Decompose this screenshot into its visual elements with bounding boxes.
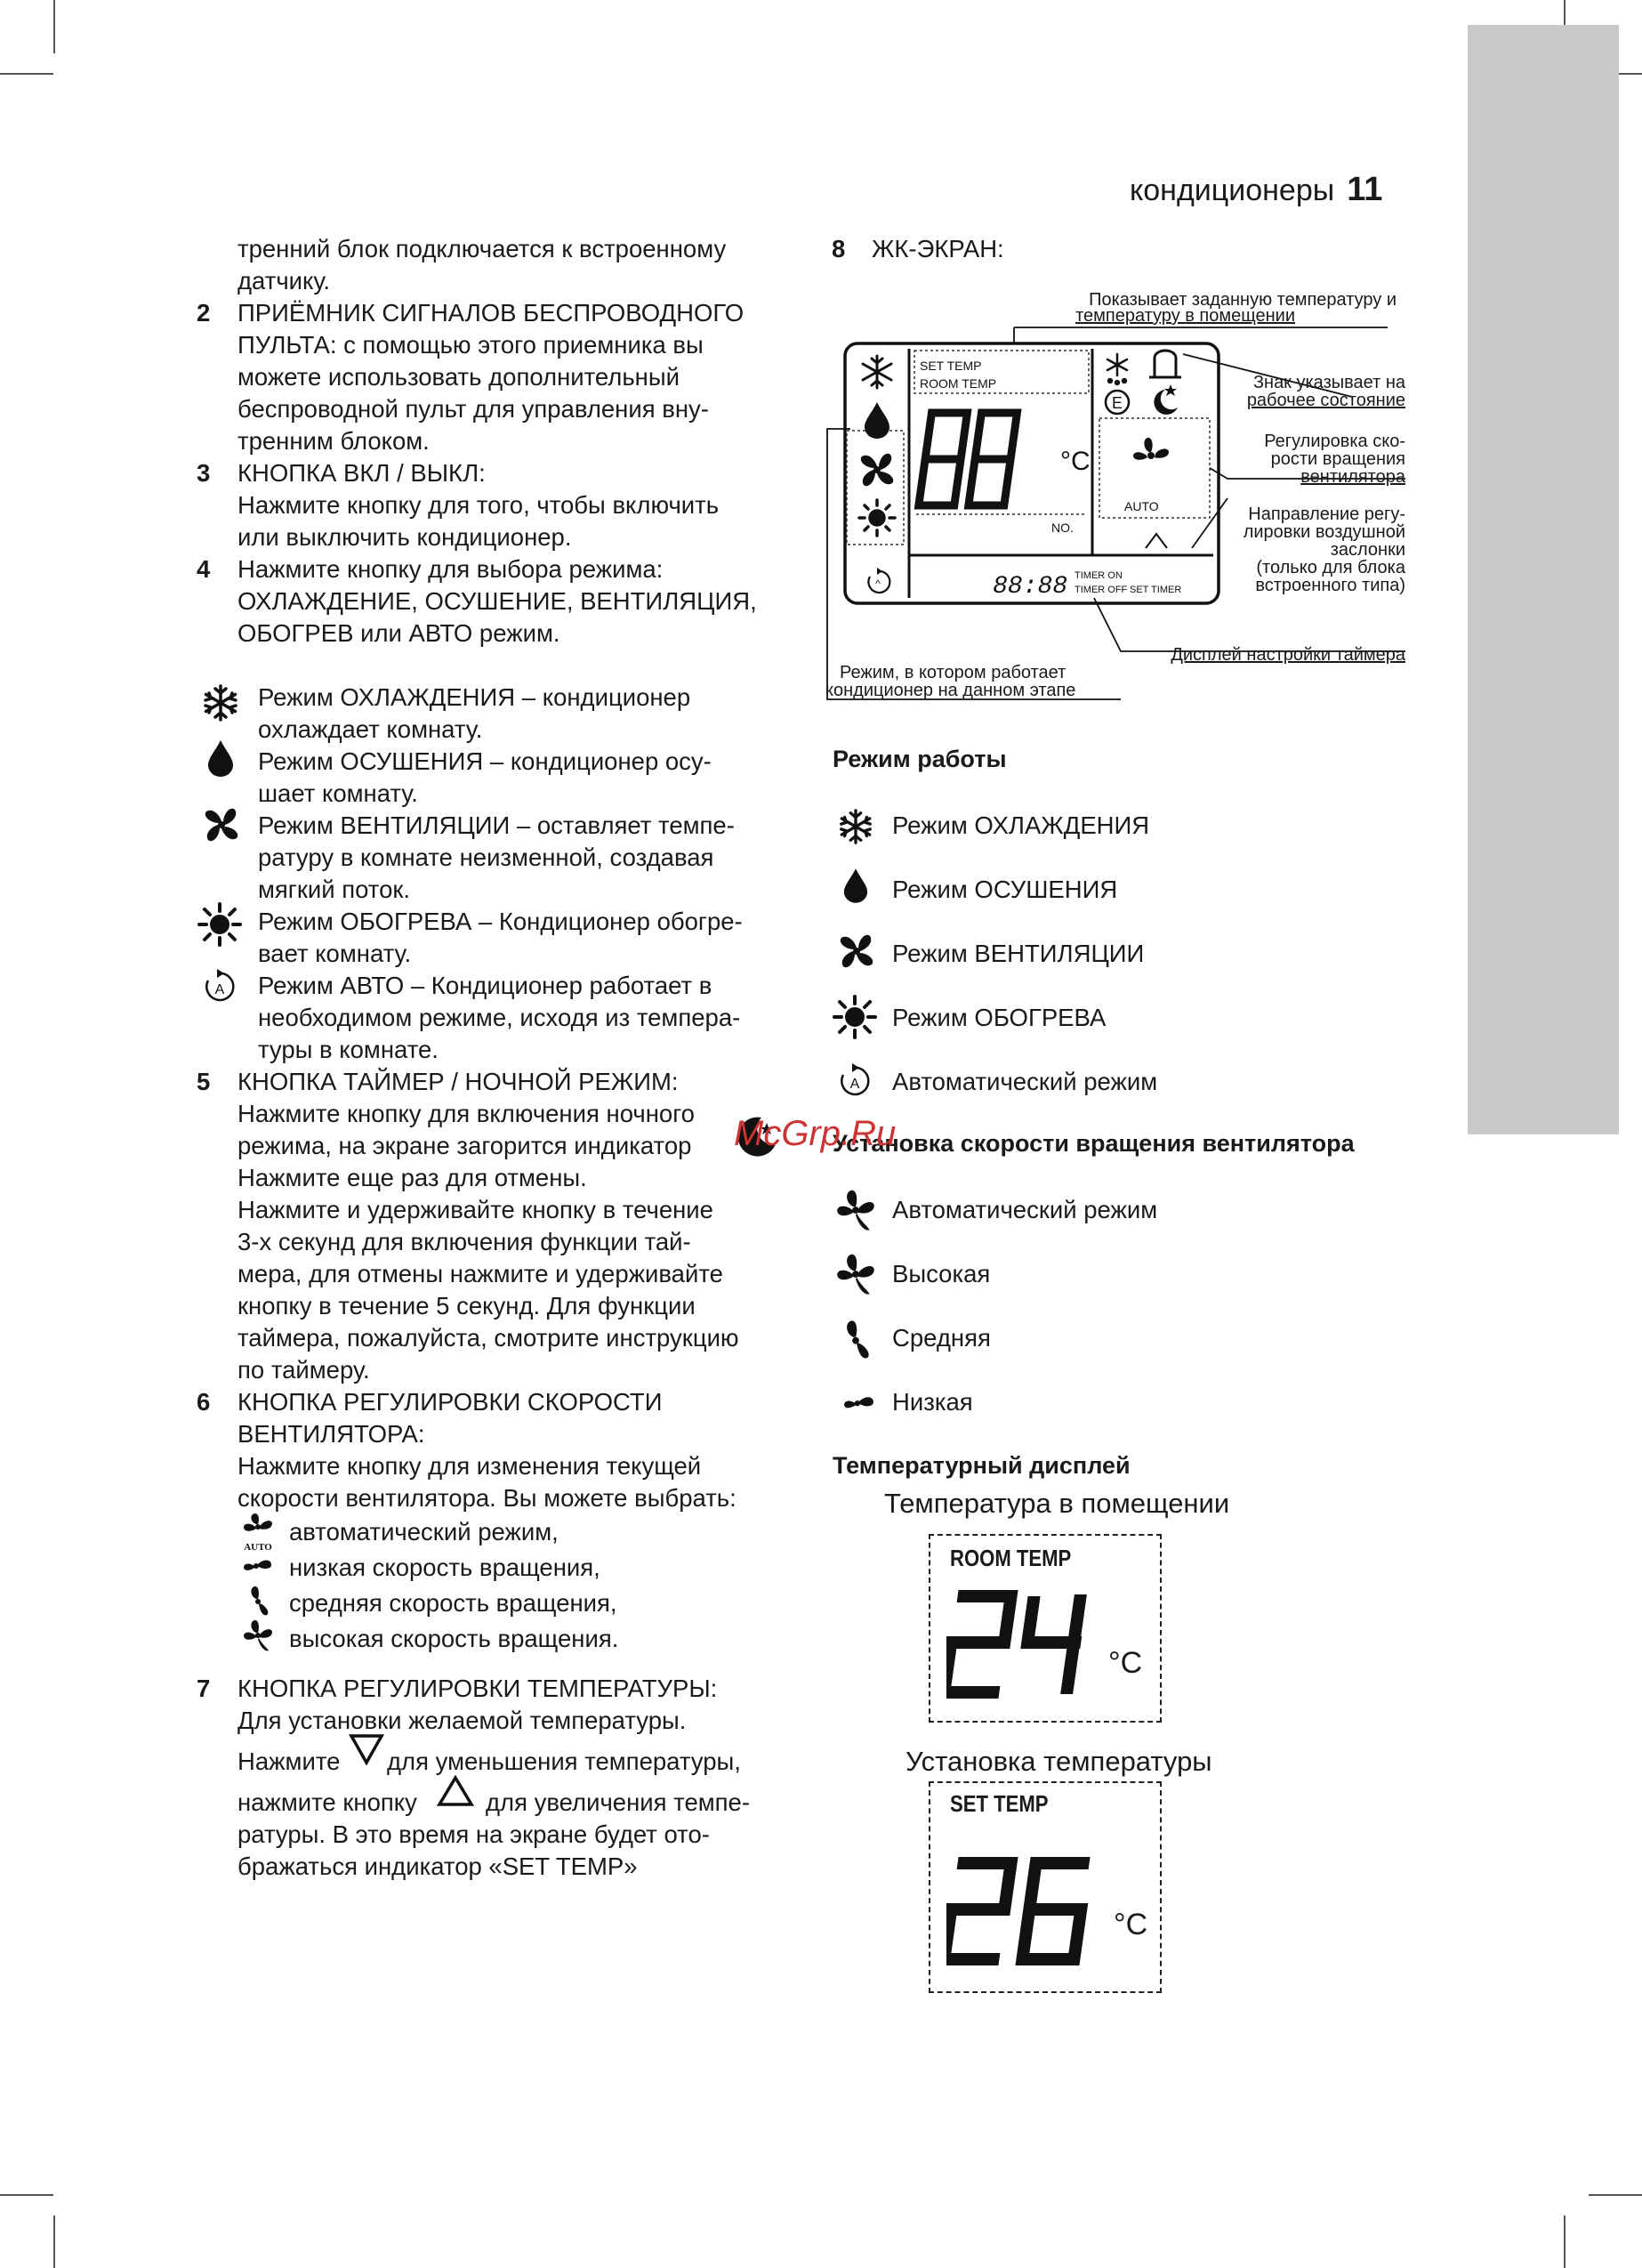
fan-speed-item: Автоматический режим xyxy=(892,1196,1158,1223)
lcd-timer-off: TIMER OFF xyxy=(1075,585,1128,595)
page-header xyxy=(1130,171,1382,209)
bullet-line: режима, на экране загорится индикатор xyxy=(237,1132,692,1159)
item7-line: Для установки желаемой температуры. xyxy=(237,1707,687,1734)
set-temp-display xyxy=(929,1781,1162,1993)
mode-desc: Режим ОБОГРЕВА – Кондиционер обогре- xyxy=(258,908,743,935)
item2-line: можете использовать дополнительный xyxy=(237,363,680,391)
section-title: Режим работы xyxy=(833,746,1007,772)
item-number: 5 xyxy=(197,1068,211,1095)
fan-icon xyxy=(836,931,877,972)
down-triangle-icon xyxy=(349,1733,384,1765)
item7-line: бражаться индикатор «SET TEMP» xyxy=(237,1852,638,1880)
drop-icon xyxy=(206,739,235,778)
room-temp-digits xyxy=(946,1587,1107,1703)
mode-desc: охлаждает комнату. xyxy=(258,715,483,743)
lcd-label-mode: кондиционер на данном этапе xyxy=(825,681,1076,700)
speed-option: средняя скорость вращения, xyxy=(289,1589,617,1617)
fan-medium-icon xyxy=(240,1582,276,1618)
item7-line: КНОПКА РЕГУЛИРОВКИ ТЕМПЕРАТУРЫ: xyxy=(237,1675,718,1702)
item7-press: Нажмите xyxy=(237,1747,341,1775)
item-number: 4 xyxy=(197,555,211,583)
fan-speed-item: Низкая xyxy=(892,1388,973,1416)
mode-desc: мягкий поток. xyxy=(258,876,411,903)
item6-line: скорости вентилятора. Вы можете выбрать: xyxy=(237,1484,736,1512)
set-temp-unit: °C xyxy=(1114,1908,1148,1941)
bullet-line: кнопку в течение 5 секунд. Для функции xyxy=(237,1292,696,1320)
svg-text:A: A xyxy=(849,1077,860,1092)
drop-icon xyxy=(842,867,869,904)
item3-line: Нажмите кнопку для того, чтобы включить xyxy=(237,491,720,519)
lcd-label-fan: вентилятора xyxy=(1300,467,1405,487)
crop-mark xyxy=(0,2194,53,2196)
mode-desc: Режим АВТО – Кондиционер работает в xyxy=(258,972,712,999)
item4-line: ОХЛАЖДЕНИЕ, ОСУШЕНИЕ, ВЕНТИЛЯЦИЯ, xyxy=(237,587,757,615)
lcd-eco: E xyxy=(1111,394,1123,412)
item7-press: нажмите кнопку xyxy=(237,1788,417,1816)
item4-line: Нажмите кнопку для выбора режима: xyxy=(237,555,664,583)
item6-line: Нажмите кнопку для изменения текущей xyxy=(237,1452,702,1480)
bullet-line: мера, для отмены нажмите и удерживайте xyxy=(237,1260,723,1287)
lcd-timer-digits: 88:88 xyxy=(993,573,1068,601)
lcd-label-louver: лировки воздушной xyxy=(1243,522,1405,542)
work-mode-item: Режим ОБОГРЕВА xyxy=(892,1004,1107,1031)
bullet-line: Нажмите и удерживайте кнопку в течение xyxy=(237,1196,713,1223)
item7-press: для увеличения темпе- xyxy=(486,1788,750,1816)
fan-auto-icon xyxy=(833,1187,879,1233)
crop-mark xyxy=(1589,2194,1642,2196)
fan-low-icon xyxy=(242,1548,274,1578)
intro-line: датчику. xyxy=(237,267,330,295)
intro-line: тренний блок подключается к встроенному xyxy=(237,235,727,262)
auto-mode-icon xyxy=(836,1062,873,1100)
fan-speed-item: Высокая xyxy=(892,1260,991,1287)
room-temp-label: ROOM TEMP xyxy=(950,1545,1072,1571)
mode-desc: шает комнату. xyxy=(258,779,418,807)
item5-title: КНОПКА ТАЙМЕР / НОЧНОЙ РЕЖИМ: xyxy=(237,1068,679,1095)
work-mode-item: Режим ОСУШЕНИЯ xyxy=(892,876,1118,903)
up-triangle-icon xyxy=(436,1774,475,1808)
lcd-label-fan: рости вращения xyxy=(1270,449,1405,469)
item6-line: ВЕНТИЛЯТОРА: xyxy=(237,1420,425,1448)
mode-desc: Режим ВЕНТИЛЯЦИИ – оставляет темпе- xyxy=(258,811,735,839)
lcd-set-timer: SET TIMER xyxy=(1130,585,1182,595)
lcd-label-fan: Регулировка ско- xyxy=(1264,432,1405,451)
set-temp-caption: Установка температуры xyxy=(906,1746,1212,1777)
item8-title: ЖК-ЭКРАН: xyxy=(872,235,1004,262)
fan-medium-icon xyxy=(833,1315,879,1361)
bullet-line: Нажмите кнопку для включения ночного xyxy=(237,1100,695,1127)
item2-line: тренним блоком. xyxy=(237,427,430,455)
crop-mark xyxy=(1564,2216,1566,2268)
speed-option: автоматический режим, xyxy=(289,1518,559,1546)
bullet-line: 3-х секунд для включения функции тай- xyxy=(237,1228,691,1255)
item-number: 3 xyxy=(197,459,211,487)
set-temp-digits xyxy=(946,1854,1107,1970)
fan-low-icon xyxy=(841,1384,877,1416)
item7-press: для уменьшения температуры, xyxy=(387,1747,741,1775)
mode-desc: туры в комнате. xyxy=(258,1036,439,1063)
lcd-no: NO. xyxy=(1051,521,1074,535)
work-mode-item: Автоматический режим xyxy=(892,1068,1158,1095)
item3-line: или выключить кондиционер. xyxy=(237,523,572,551)
room-temp-display xyxy=(929,1534,1162,1723)
svg-text:^: ^ xyxy=(875,577,881,590)
item2-line: ПРИЁМНИК СИГНАЛОВ БЕСПРОВОДНОГО xyxy=(237,299,745,327)
item2-line: беспроводной пульт для управления вну- xyxy=(237,395,709,423)
snowflake-icon xyxy=(201,683,240,722)
item-number: 7 xyxy=(197,1675,211,1702)
lcd-label-status: Знак указывает на xyxy=(1252,373,1405,392)
auto-mode-icon xyxy=(201,968,238,1005)
mode-desc: необходимом режиме, исходя из темпера- xyxy=(258,1004,741,1031)
header-title: кондиционеры xyxy=(1130,174,1335,207)
item2-line: ПУЛЬТА: с помощью этого приемника вы xyxy=(237,331,704,359)
mode-desc: вает комнату. xyxy=(258,940,412,967)
fan-high-icon xyxy=(240,1618,276,1653)
room-temp-caption: Температура в помещении xyxy=(884,1488,1230,1519)
svg-text:AUTO: AUTO xyxy=(244,1542,272,1552)
watermark: McGrp.Ru xyxy=(734,1114,897,1153)
fan-auto-icon xyxy=(240,1511,276,1552)
lcd-unit: °C xyxy=(1060,447,1091,476)
snowflake-icon xyxy=(837,808,874,845)
lcd-label-timer: Дисплей настройки таймера xyxy=(1171,645,1405,665)
fan-high-icon xyxy=(833,1251,879,1297)
sun-icon xyxy=(197,902,242,947)
lcd-label-louver: встроенного типа) xyxy=(1255,576,1405,595)
fan-icon xyxy=(201,804,242,845)
lcd-label-louver: заслонки xyxy=(1330,540,1405,560)
work-mode-item: Режим ВЕНТИЛЯЦИИ xyxy=(892,940,1145,967)
crop-mark xyxy=(53,2216,55,2268)
item-number: 2 xyxy=(197,299,211,327)
work-mode-item: Режим ОХЛАЖДЕНИЯ xyxy=(892,811,1150,839)
room-temp-unit: °C xyxy=(1108,1646,1143,1680)
crop-mark xyxy=(53,0,55,53)
section-title: Установка скорости вращения вентилятора xyxy=(833,1130,1355,1157)
lcd-timer-on: TIMER ON xyxy=(1075,570,1123,581)
bullet-line: по таймеру. xyxy=(237,1356,370,1384)
lcd-set-temp: SET TEMP xyxy=(920,359,982,373)
lcd-label-top: температуру в помещении xyxy=(1075,306,1295,326)
sun-icon xyxy=(833,995,877,1039)
mode-desc: Режим ОХЛАЖДЕНИЯ – кондиционер xyxy=(258,683,691,711)
bullet-line: таймера, пожалуйста, смотрите инструкцию xyxy=(237,1324,739,1352)
item6-line: КНОПКА РЕГУЛИРОВКИ СКОРОСТИ xyxy=(237,1388,663,1416)
mode-desc: ратуру в комнате неизменной, создавая xyxy=(258,843,714,871)
lcd-auto: AUTO xyxy=(1124,499,1159,513)
item4-line: ОБОГРЕВ или АВТО режим. xyxy=(237,619,560,647)
item-number: 6 xyxy=(197,1388,211,1416)
section-title: Температурный дисплей xyxy=(833,1452,1131,1479)
lcd-label-status: рабочее состояние xyxy=(1246,391,1405,410)
lcd-room-temp: ROOM TEMP xyxy=(920,376,997,391)
lcd-frame xyxy=(845,343,1219,603)
item7-line: ратуры. В это время на экране будет ото- xyxy=(237,1820,710,1848)
set-temp-label: SET TEMP xyxy=(950,1790,1049,1817)
speed-option: высокая скорость вращения. xyxy=(289,1625,619,1652)
svg-text:A: A xyxy=(214,982,225,997)
mode-desc: Режим ОСУШЕНИЯ – кондиционер осу- xyxy=(258,747,712,775)
crop-mark xyxy=(0,73,53,75)
item3-line: КНОПКА ВКЛ / ВЫКЛ: xyxy=(237,459,486,487)
fan-speed-item: Средняя xyxy=(892,1324,991,1352)
side-tab xyxy=(1468,25,1619,1134)
page-number: 11 xyxy=(1347,171,1383,208)
lcd-label-mode: Режим, в котором работает xyxy=(840,663,1066,682)
item-number: 8 xyxy=(832,235,846,262)
lcd-label-top: Показывает заданную температуру и xyxy=(1089,290,1397,310)
lcd-label-louver: Направление регу- xyxy=(1248,504,1405,524)
lcd-label-louver: (только для блока xyxy=(1256,558,1405,577)
speed-option: низкая скорость вращения, xyxy=(289,1554,600,1581)
bullet-line: Нажмите еще раз для отмены. xyxy=(237,1164,587,1191)
